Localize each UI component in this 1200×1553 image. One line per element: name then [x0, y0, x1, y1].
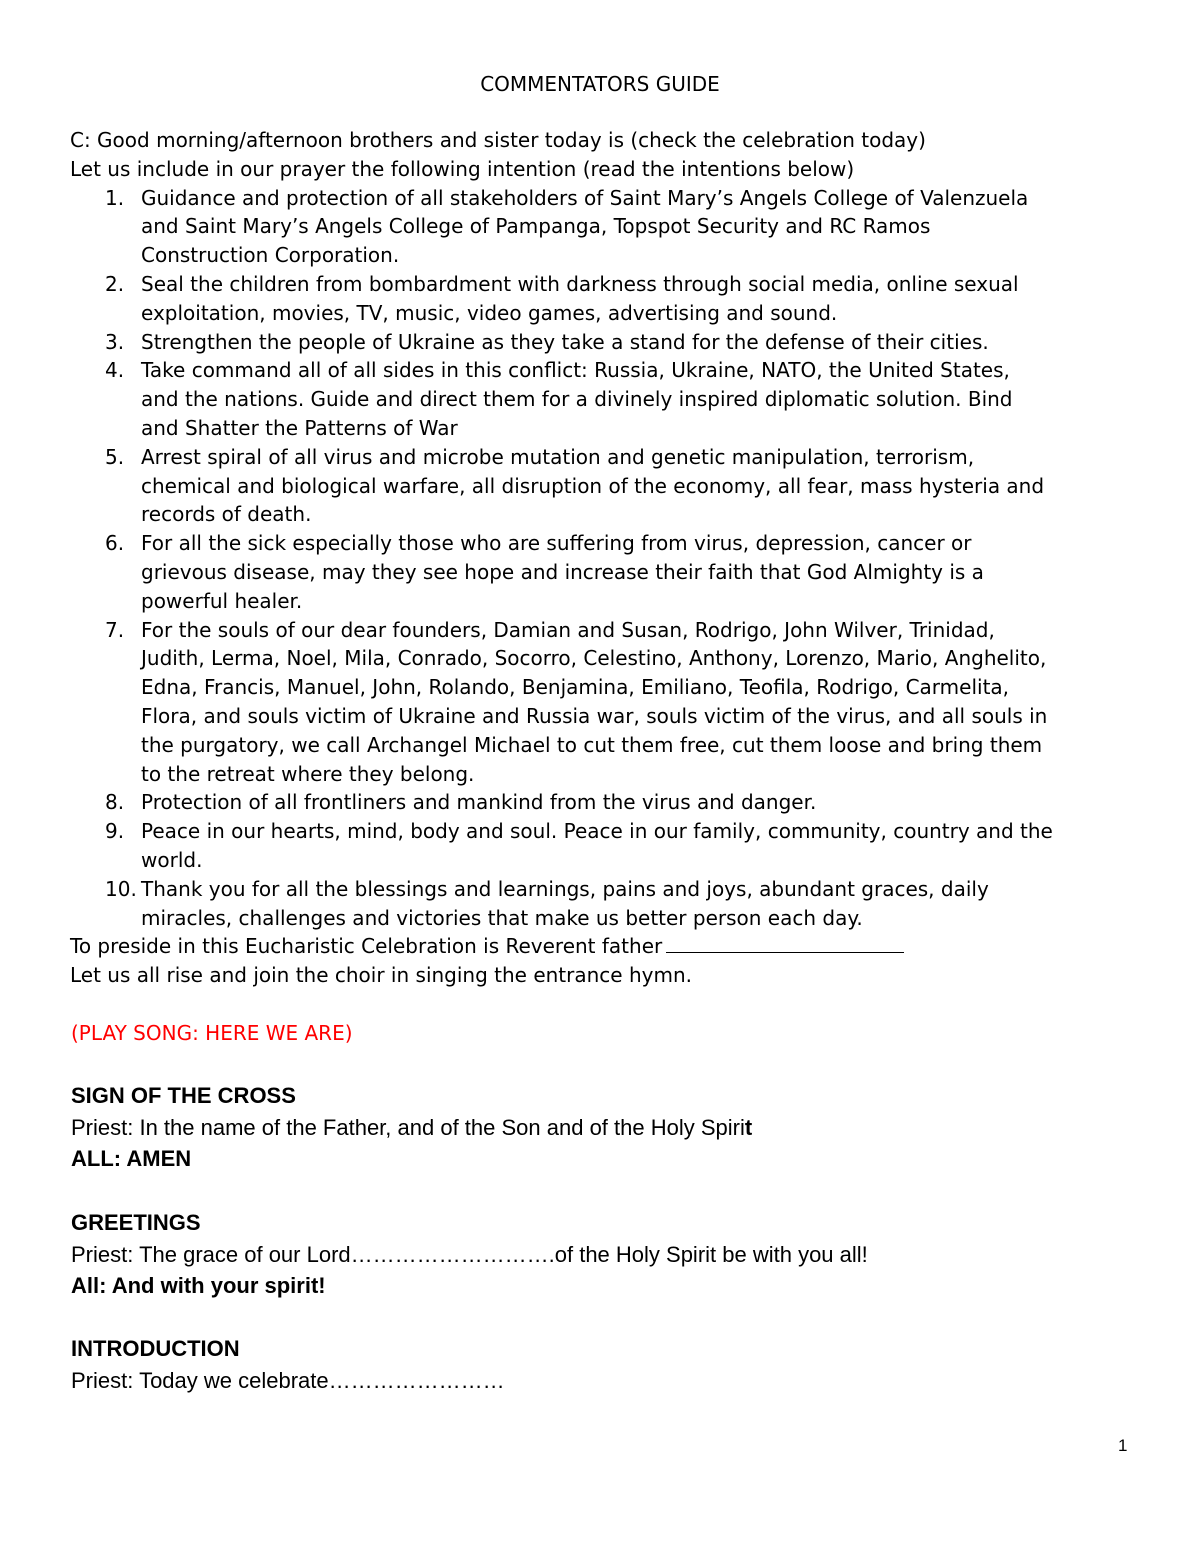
list-line: exploitation, movies, TV, music, video games, advertising and sound. — [141, 300, 838, 325]
intro-block — [70, 126, 1140, 990]
list-item — [70, 616, 1140, 789]
list-line: and Saint Mary’s Angels College of Pampanga, Topspot Security and RC Ramos — [141, 214, 931, 239]
intentions-list — [70, 184, 1140, 933]
greetings-heading: GREETINGS — [71, 1210, 201, 1235]
introduction-heading: INTRODUCTION — [71, 1336, 240, 1361]
list-item — [70, 529, 1140, 615]
entrance-hymn-line: Let us all rise and join the choir in singing the entrance hymn. — [70, 963, 692, 988]
list-item — [70, 356, 1140, 442]
list-number: 3. — [105, 329, 125, 354]
play-song-section — [71, 1018, 1151, 1050]
list-line: Strengthen the people of Ukraine as they take a stand for the defense of their cities. — [141, 329, 989, 354]
list-line: Judith, Lerma, Noel, Mila, Conrado, Socorro, Celestino, Anthony, Lorenzo, Mario, Anghelito, — [141, 646, 1047, 671]
greetings-response: All: And with your spirit! — [71, 1273, 326, 1298]
sign-of-cross-response: ALL: AMEN — [71, 1146, 192, 1171]
greetings-section — [71, 1207, 1151, 1302]
list-line: Protection of all frontliners and mankind from the virus and danger. — [141, 790, 817, 815]
list-line: powerful healer. — [141, 588, 303, 613]
list-number: 4. — [105, 358, 125, 383]
list-number: 9. — [105, 819, 125, 844]
sign-of-cross-priest — [71, 1112, 1151, 1144]
list-line: the purgatory, we call Archangel Michael to cut them free, cut them loose and bring them — [141, 732, 1043, 757]
list-line: to the retreat where they belong. — [141, 761, 475, 786]
introduction-section — [71, 1333, 1151, 1396]
list-number: 10. — [105, 876, 137, 901]
list-item — [70, 875, 1140, 933]
list-item — [70, 328, 1140, 357]
priest-text-end: t — [744, 1114, 753, 1140]
list-line: Flora, and souls victim of Ukraine and Russia war, souls victim of the virus, and all souls in — [141, 703, 1048, 728]
list-item — [70, 443, 1140, 529]
list-number: 6. — [105, 531, 125, 556]
list-line: records of death. — [141, 502, 312, 527]
list-line: Edna, Francis, Manuel, John, Rolando, Benjamina, Emiliano, Teofila, Rodrigo, Carmelita, — [141, 675, 1010, 700]
list-item — [70, 184, 1140, 270]
list-line: Guidance and protection of all stakeholders of Saint Mary’s Angels College of Valenzuela — [141, 185, 1029, 210]
priest-text: In the name of the Father, and of the Son and of the Holy Spiri — [133, 1114, 745, 1140]
list-line: chemical and biological warfare, all disruption of the economy, all fear, mass hysteria and — [141, 473, 1045, 498]
list-number: 7. — [105, 617, 125, 642]
priest-name-blank — [666, 934, 904, 953]
list-number: 8. — [105, 790, 125, 815]
list-line: and Shatter the Patterns of War — [141, 415, 458, 440]
list-line: Arrest spiral of all virus and microbe mutation and genetic manipulation, terrorism, — [141, 444, 975, 469]
list-number: 2. — [105, 271, 125, 296]
list-line: Take command all of all sides in this conflict: Russia, Ukraine, NATO, the United States, — [141, 358, 1010, 383]
list-line: For all the sick especially those who are suffering from virus, depression, cancer or — [141, 531, 972, 556]
greetings-priest: Priest: The grace of our Lord……………………….of the Holy Spirit be with you all! — [71, 1241, 868, 1267]
intro-intention-prompt: Let us include in our prayer the following intention (read the intentions below) — [70, 156, 855, 181]
page-number: 1 — [1118, 1436, 1128, 1455]
list-item — [70, 817, 1140, 875]
sign-of-cross-section — [71, 1080, 1151, 1175]
list-line: Thank you for all the blessings and learnings, pains and joys, abundant graces, daily — [141, 876, 989, 901]
play-song-note: (PLAY SONG: HERE WE ARE) — [71, 1021, 353, 1045]
list-line: and the nations. Guide and direct them for a divinely inspired diplomatic solution. Bind — [141, 387, 1013, 412]
list-line: grievous disease, may they see hope and increase their faith that God Almighty is a — [141, 559, 984, 584]
list-line: Peace in our hearts, mind, body and soul. Peace in our family, community, country and the — [141, 819, 1053, 844]
preside-line — [70, 932, 1140, 961]
page-title: COMMENTATORS GUIDE — [480, 72, 720, 96]
introduction-priest: Priest: Today we celebrate…………………… — [71, 1367, 505, 1393]
intro-greeting: C: Good morning/afternoon brothers and sister today is (check the celebration today) — [70, 128, 926, 152]
list-line: Seal the children from bombardment with darkness through social media, online sexual — [141, 271, 1019, 296]
sign-of-cross-heading: SIGN OF THE CROSS — [71, 1083, 296, 1108]
list-number: 5. — [105, 444, 125, 469]
priest-label: Priest: — [71, 1114, 134, 1140]
list-line: Construction Corporation. — [141, 243, 400, 268]
list-number: 1. — [105, 185, 125, 210]
list-line: For the souls of our dear founders, Damian and Susan, Rodrigo, John Wilver, Trinidad, — [141, 617, 995, 642]
list-item — [70, 270, 1140, 328]
preside-text: To preside in this Eucharistic Celebration is Reverent father — [70, 934, 663, 959]
list-item — [70, 788, 1140, 817]
list-line: world. — [141, 847, 203, 872]
list-line: miracles, challenges and victories that make us better person each day. — [141, 905, 863, 930]
